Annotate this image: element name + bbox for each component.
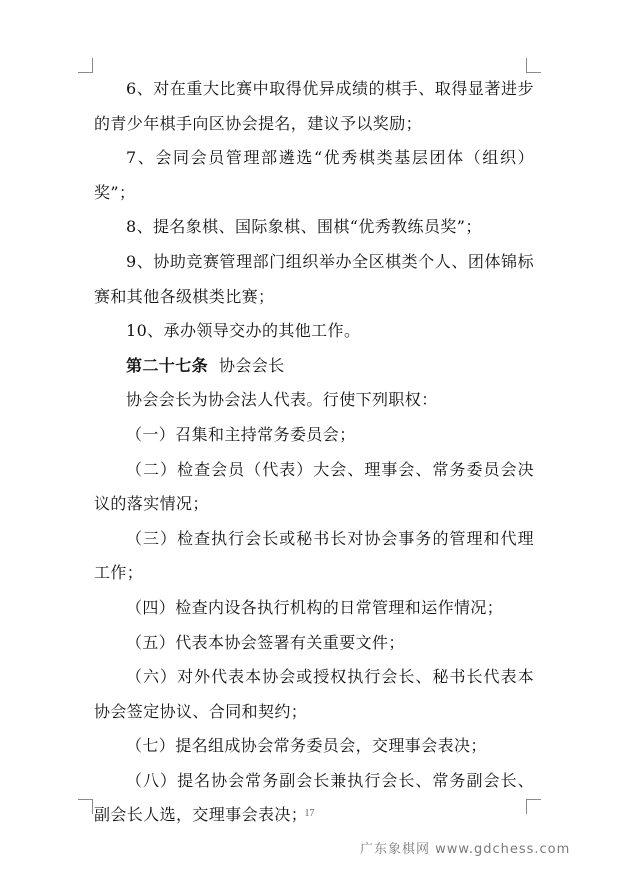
article-title: 协会会长 [219,355,285,375]
document-body [94,72,534,833]
article-number: 第二十七条 [126,355,209,375]
paragraph-item-9: 9、协助竞赛管理部门组织举办全区棋类个人、团体锦标赛和其他各级棋类比赛； [94,251,534,306]
site-watermark: 广东象棋网 www.gdchess.com [360,842,571,857]
crop-mark-top-right [526,58,541,73]
power-item-7: （七）提名组成协会常务委员会，交理事会表决； [126,736,487,756]
power-item-8: （八）提名协会常务副会长兼执行会长、常务副会长、副会长人选，交理事会表决； [94,770,534,825]
paragraph-item-6: 6、对在重大比赛中取得优异成绩的棋手、取得显著进步的青少年棋手向区协会提名，建议予以奖励； [94,79,534,133]
power-item-3: （三）检查执行会长或秘书长对协会事务的管理和代理工作； [94,528,534,583]
power-item-5: （五）代表本协会签署有关重要文件； [126,632,405,652]
power-item-6: （六）对外代表本协会或授权执行会长、秘书长代表本协会签定协议、合同和契约； [94,667,534,721]
power-item-2: （二）检查会员（代表）大会、理事会、常务委员会决议的落实情况； [94,459,534,514]
crop-mark-top-left [78,58,93,73]
paragraph-item-10: 10、承办领导交办的其他工作。 [126,321,361,341]
power-item-4: （四）检查内设各执行机构的日常管理和运作情况； [126,597,504,617]
paragraph-item-8: 8、提名象棋、国际象棋、围棋“优秀教练员奖”； [126,217,482,237]
article-intro: 协会会长为协会法人代表。行使下列职权： [126,390,438,410]
power-item-1: （一）召集和主持常务委员会； [126,424,356,444]
article-heading [94,349,534,384]
page-number: 17 [304,808,315,819]
paragraph-item-7: 7、会同会员管理部遴选“优秀棋类基层团体（组织）奖”； [94,148,534,202]
